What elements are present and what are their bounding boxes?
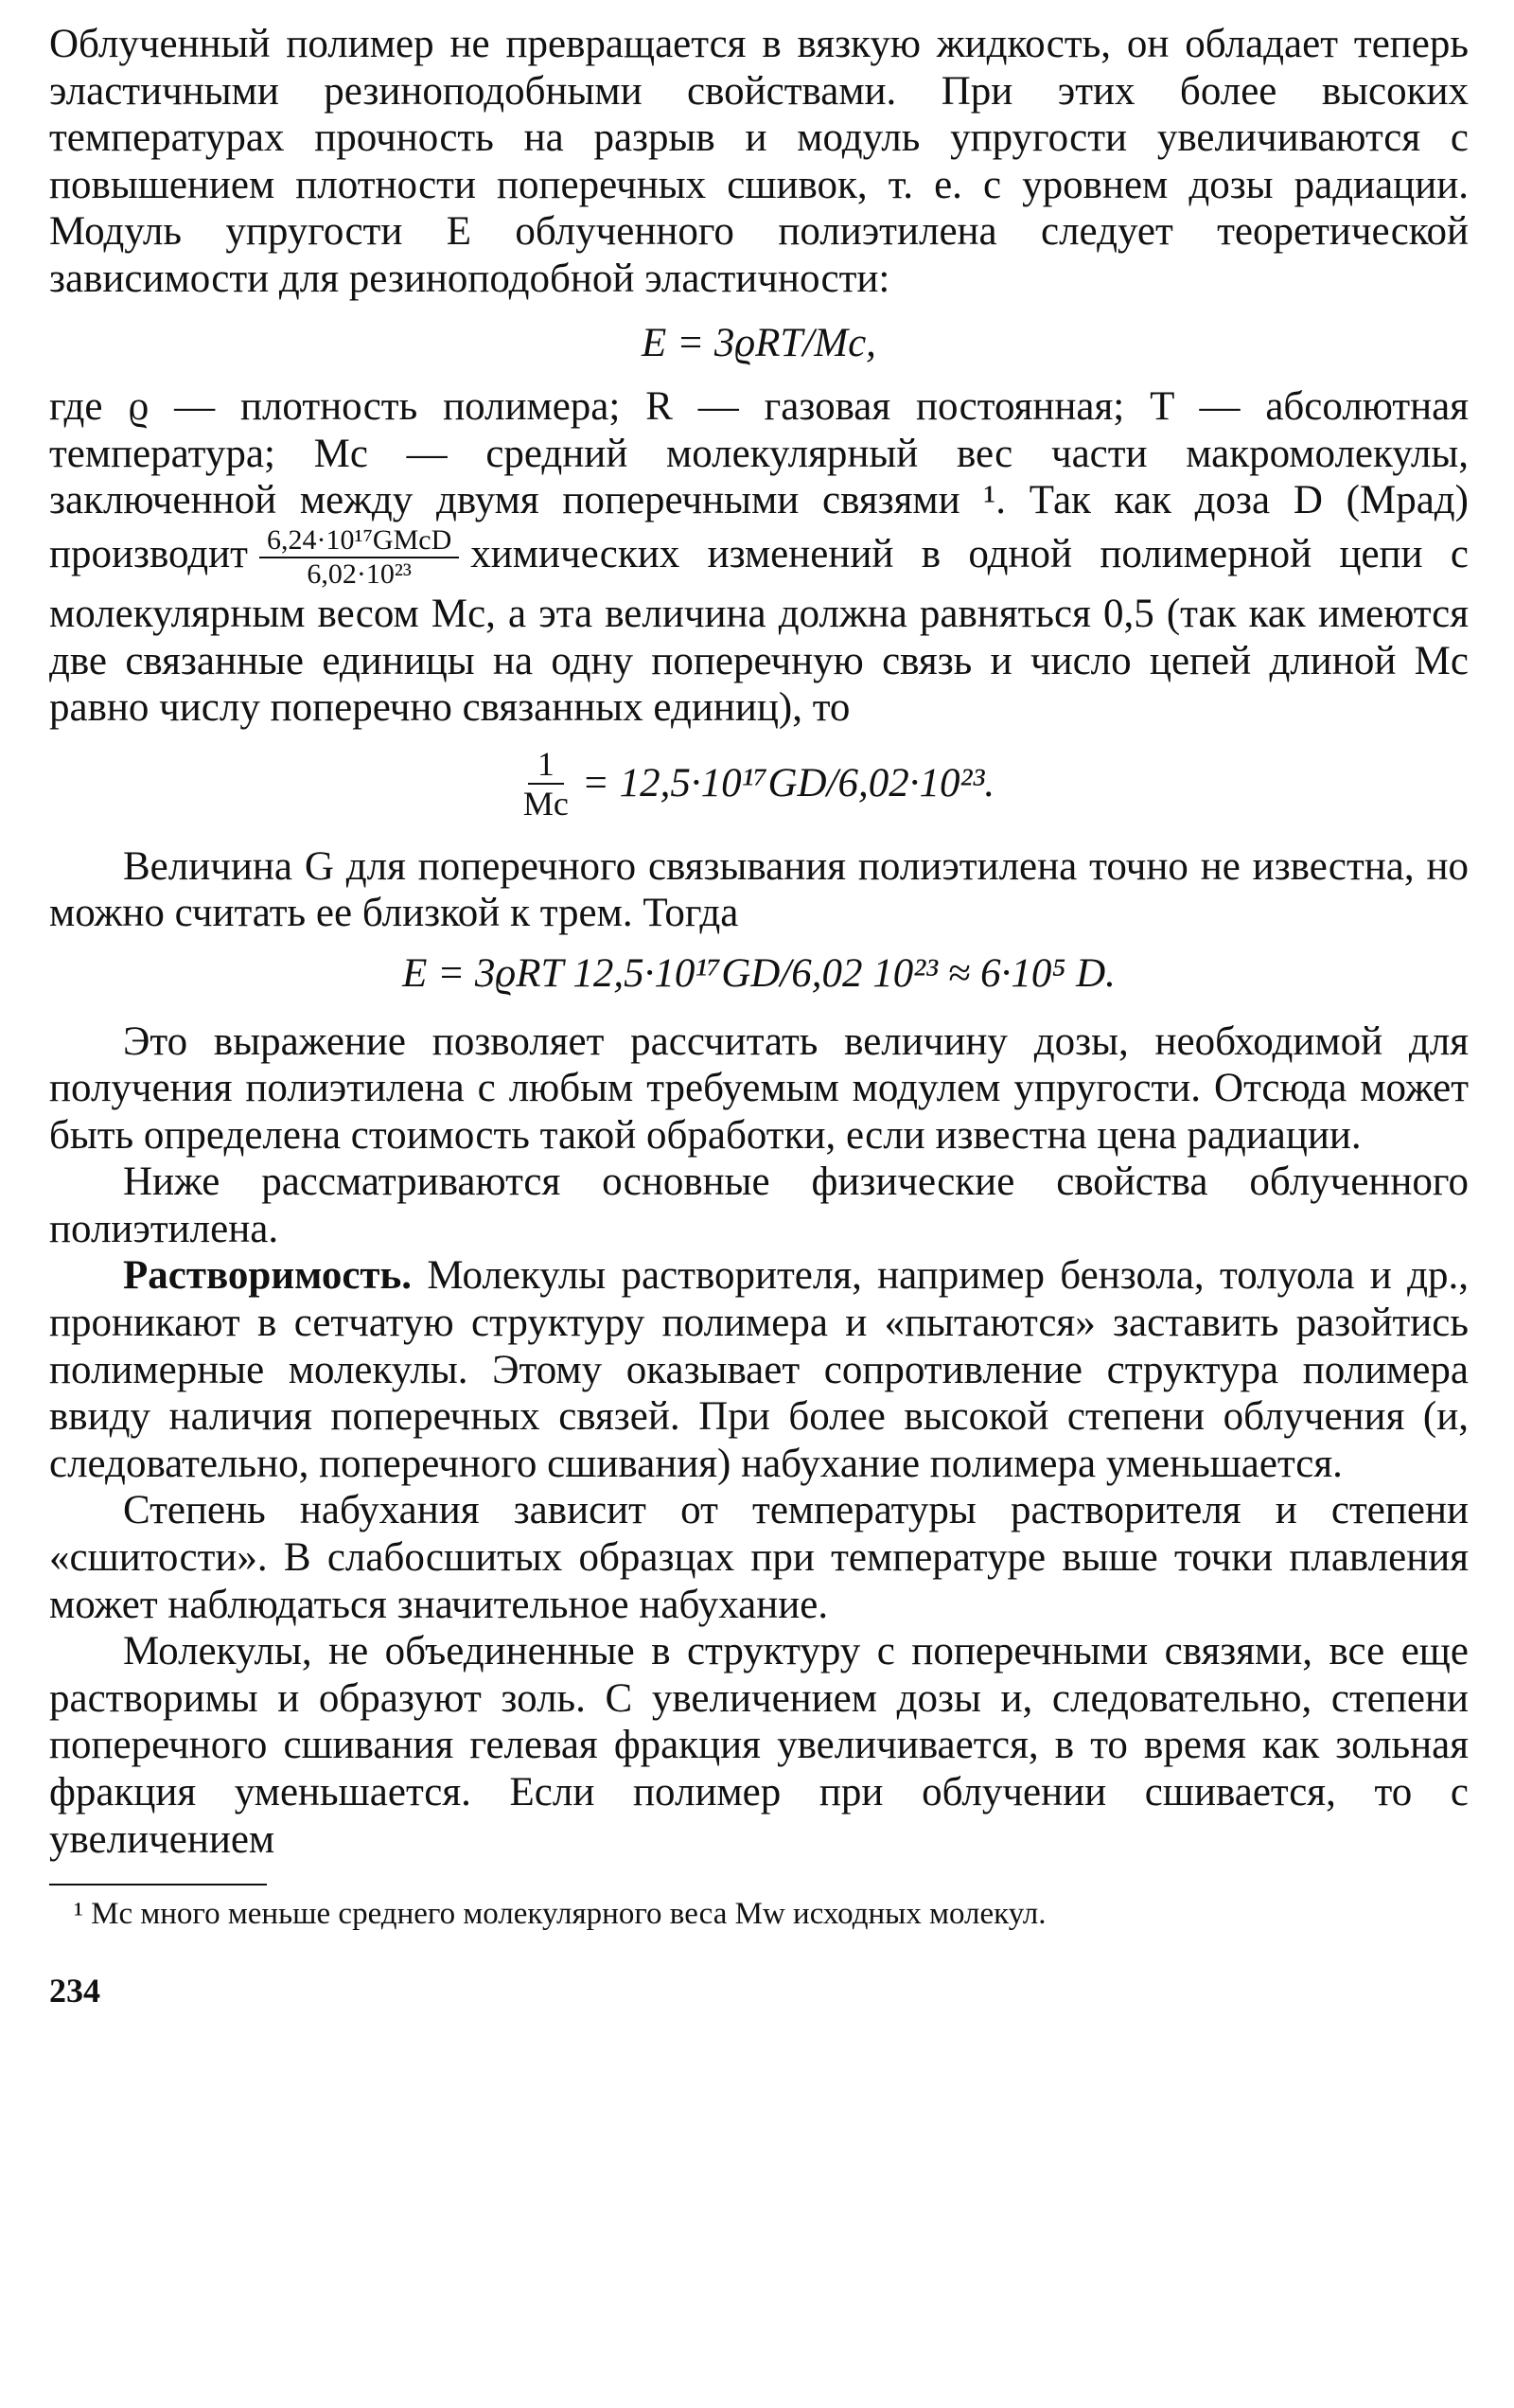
formula-fraction-denominator: Mc — [522, 784, 569, 823]
paragraph-2 — [49, 383, 1469, 732]
formula-fraction-rest: = 12,5·10¹⁷GD/6,02·10²³. — [581, 761, 995, 806]
formula-fraction-numerator: 1 — [528, 745, 564, 785]
formula-fraction — [523, 745, 569, 823]
paragraph-3: Величина G для поперечного связывания полиэтилена точно не известна, но можно считать ее близкой к трем. Тогда — [49, 843, 1469, 936]
paragraph-8: Молекулы, не объединенные в структуру с поперечными связями, все еще растворимы и образуют золь. С увеличением дозы и, следовательно, степени поперечного сшивания гелевая фракция увеличивается, в то время как зольная фракция уменьшается. Если полимер при облучении сшивается, то с увеличением — [49, 1629, 1469, 1862]
formula-reciprocal-mc — [49, 745, 1469, 823]
inline-fraction-numerator: 6,24·10¹⁷GMcD — [259, 524, 459, 558]
paragraph-6-text: Молекулы растворителя, например бензола, толуола и др., проникают в сетчатую структуру полимера и «пытаются» заставить разойтись полимерные молекулы. Этому оказывает сопротивление структура полимера ввиду наличия поперечных связей. При более высокой степени облучения (и, следовательно, поперечного сшивания) набухание полимера уменьшается. — [49, 1253, 1469, 1486]
page-number: 234 — [49, 1972, 100, 2010]
footnote: ¹ Mc много меньше среднего молекулярного веса Mw исходных молекул. — [74, 1897, 1047, 1932]
paragraph-6 — [49, 1252, 1469, 1487]
footnote-divider — [49, 1884, 267, 1886]
paragraph-4: Это выражение позволяет рассчитать величину дозы, необходимой для получения полиэтилена с любым требуемым модулем упругости. Отсюда может быть определена стоимость такой обработки, если известна цена радиации. — [49, 1018, 1469, 1158]
paragraph-2-before: где ϱ — плотность полимера; R — газовая постоянная; T — абсолютная температура; Mc — средний молекулярный вес части макромолекулы, заключенной между двумя поперечными связями ¹. Так как доза D (Мрад) производит — [49, 384, 1469, 576]
formula-elastic-modulus: E = 3ϱRT/Mc, — [642, 320, 876, 365]
paragraph-7: Степень набухания зависит от температуры растворителя и степени «сшитости». В слабосшитых образцах при температуре выше точки плавления может наблюдаться значительное набухание. — [49, 1488, 1469, 1627]
inline-fraction — [259, 524, 459, 591]
page — [49, 21, 1469, 2387]
inline-fraction-denominator: 6,02·10²³ — [307, 558, 412, 590]
formula-dose: E = 3ϱRT 12,5·10¹⁷GD/6,02 10²³ ≈ 6·10⁵ D. — [402, 950, 1116, 996]
paragraph-1: Облученный полимер не превращается в вязкую жидкость, он обладает теперь эластичными резиноподобными свойствами. При этих более высоких температурах прочность на разрыв и модуль упругости увеличиваются с повышением плотности поперечных сшивок, т. е. с уровнем дозы радиации. Модуль упругости E облученного полиэтилена следует теоретической зависимости для резиноподобной эластичности: — [49, 22, 1469, 301]
paragraph-5: Ниже рассматриваются основные физические свойства облученного полиэтилена. — [49, 1160, 1469, 1251]
paragraph-2-after: химических изменений в одной полимерной цепи с молекулярным весом Mc, а эта величина должна равняться 0,5 (так как имеются две связанные единицы на одну поперечную связь и число цепей длиной Mc равно числу поперечно связанных единиц), то — [49, 531, 1469, 731]
section-heading-solubility: Растворимость. — [123, 1253, 413, 1299]
